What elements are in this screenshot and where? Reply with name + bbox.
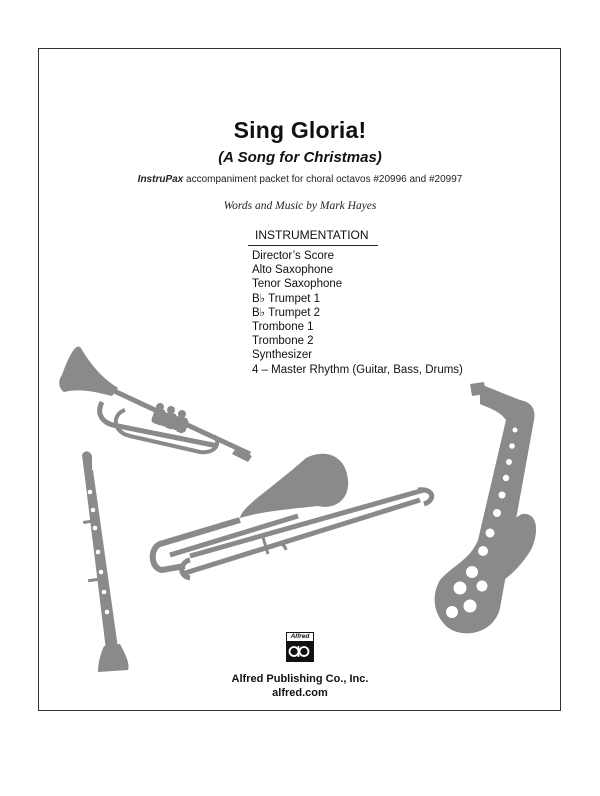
instrument-label: Alto Saxophone <box>252 264 334 277</box>
instrument-label: Tenor Saxophone <box>252 278 343 291</box>
publisher-website: alfred.com <box>272 687 328 699</box>
page-subtitle: (A Song for Christmas) <box>218 149 382 166</box>
credits-line: Words and Music by Mark Hayes <box>223 200 377 212</box>
instrument-label: Trumpet 2 <box>265 306 321 319</box>
clarinet-illustration <box>82 451 129 672</box>
instrument-label: Synthesizer <box>252 349 313 362</box>
trombone-illustration <box>153 454 432 578</box>
instrument-label: Director’s Score <box>252 250 335 262</box>
instrument-label: Trombone 2 <box>252 335 314 348</box>
trumpet-illustration <box>59 346 252 462</box>
instrument-label: 4 – Master Rhythm (Guitar, Bass, Drums) <box>252 363 463 376</box>
page-title: Sing Gloria! <box>233 117 367 143</box>
instrumentation-heading: INSTRUMENTATION <box>248 228 378 246</box>
logo-text: Alfred <box>287 633 313 642</box>
instrument-key: B♭ <box>252 306 266 319</box>
alfred-logo <box>286 632 314 662</box>
instrument-label: Trumpet 1 <box>265 292 321 305</box>
instrument-label: Trombone 1 <box>252 321 314 334</box>
logo-mark <box>287 642 313 661</box>
music-note-icon <box>287 642 312 661</box>
instrument-key: B♭ <box>252 292 266 305</box>
publisher-name: Alfred Publishing Co., Inc. <box>231 673 369 685</box>
saxophone-illustration <box>435 382 536 633</box>
packet-text: accompaniment packet for choral octavos #20996 and #20997 <box>183 174 463 185</box>
packet-brand: InstruPax <box>137 174 184 185</box>
